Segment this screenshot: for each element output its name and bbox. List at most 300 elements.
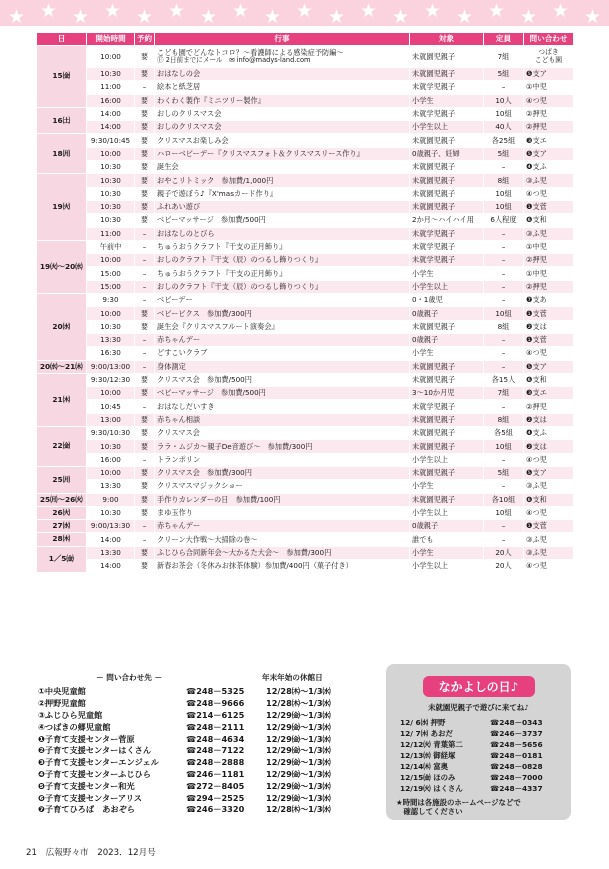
day-cell: 16㈯: [37, 107, 87, 134]
facility-holiday: 12/29㈮～1/3㈬: [266, 780, 331, 791]
event-cell: [155, 200, 410, 213]
contact-cell: ❶支菅: [524, 307, 574, 320]
capacity-cell: 8組: [484, 320, 524, 333]
time-cell: 10:30: [87, 174, 135, 187]
time-cell: 16:00: [87, 453, 135, 466]
day-cell: 25㈪: [37, 466, 87, 493]
time-cell: 13:30: [87, 480, 135, 493]
contact-cell: ❸支エ: [524, 387, 574, 400]
event-title: トランポリン: [157, 454, 201, 464]
contact-row: [38, 780, 368, 792]
contact-cell: ④つ児: [524, 94, 574, 107]
table-row: [37, 81, 574, 94]
day-cell: 25㈪～26㈫: [37, 493, 87, 506]
capacity-cell: 各10組: [484, 493, 524, 506]
reservation-cell: 要: [135, 68, 155, 81]
contact-row: [38, 745, 368, 757]
target-cell: 未就園児親子: [410, 46, 484, 68]
nakayoshi-date: 12/13㈬ 御経塚: [400, 751, 456, 760]
capacity-cell: –: [484, 240, 524, 253]
contacts-heading: － 問い合わせ先 －: [96, 673, 163, 682]
event-cell: [155, 81, 410, 94]
target-cell: 小学生: [410, 94, 484, 107]
event-title: クリスマスマジックショー: [157, 481, 243, 491]
contact-cell: ②押児: [524, 254, 574, 267]
event-cell: [155, 453, 410, 466]
time-cell: 11:00: [87, 227, 135, 240]
event-title: 新春お茶会（冬休みお抹茶体験）参加費/400円（菓子付き）: [157, 561, 353, 571]
event-cell: [155, 333, 410, 346]
target-cell: 未就園児親子: [410, 360, 484, 373]
table-row: [37, 68, 574, 81]
publication-title: 広報野々市 2023．12月号: [45, 848, 156, 858]
contact-cell: ❹支ふ: [524, 427, 574, 440]
contact-cell: ④つ児: [524, 506, 574, 519]
event-title: おはなしのとびら: [157, 228, 215, 238]
contact-cell: ②押児: [524, 280, 574, 293]
target-cell: 小学生以上: [410, 506, 484, 519]
event-title: おはなしの会: [157, 69, 201, 79]
reservation-cell: 要: [135, 147, 155, 160]
event-title: おはなしだいすき: [157, 401, 215, 411]
banner-star-icon: ★: [488, 0, 506, 22]
target-cell: 未就園児親子: [410, 134, 484, 147]
table-row: [37, 134, 574, 147]
table-row: [37, 480, 574, 493]
event-title: 身体測定: [157, 361, 186, 371]
reservation-cell: 要: [135, 94, 155, 107]
facility-phone: ☎246－3320: [186, 804, 245, 815]
time-cell: 16:00: [87, 94, 135, 107]
reservation-cell: –: [135, 294, 155, 307]
event-title: 親子で遊ぼう♪『X'masカード作り』: [157, 188, 278, 198]
capacity-cell: 10組: [484, 506, 524, 519]
facility-name: ③ふじひら児童館: [38, 709, 103, 720]
event-title: 誕生会: [157, 162, 179, 172]
holiday-heading: 年末年始の休館日: [262, 673, 323, 682]
table-row: [37, 174, 574, 187]
contact-cell: ❹支ふ: [524, 161, 574, 174]
contact-cell: ❺支ア: [524, 466, 574, 479]
target-cell: 3～10か月児: [410, 387, 484, 400]
reservation-cell: 要: [135, 121, 155, 134]
table-row: [37, 240, 574, 253]
event-title: ベビーデー: [157, 295, 193, 305]
event-cell: [155, 493, 410, 506]
capacity-cell: –: [484, 267, 524, 280]
banner-star-icon: ★: [456, 6, 474, 26]
banner-star-icon: ★: [136, 6, 154, 26]
capacity-cell: –: [484, 400, 524, 413]
table-row: [37, 453, 574, 466]
banner-star-icon: ★: [232, 0, 250, 22]
time-cell: 9:00/13:00: [87, 360, 135, 373]
capacity-cell: 各25組: [484, 134, 524, 147]
table-row: [37, 121, 574, 134]
facility-phone: ☎248－2888: [186, 757, 245, 768]
time-cell: 午前中: [87, 240, 135, 253]
contact-cell: ②押児: [524, 400, 574, 413]
facility-phone: ☎272－8405: [186, 780, 245, 791]
col-start-time: 開始時間: [87, 33, 135, 46]
reservation-cell: –: [135, 360, 155, 373]
contact-row: [38, 804, 368, 816]
nakayoshi-date: 12/ 6㈬ 押野: [400, 718, 446, 727]
table-row: [37, 373, 574, 386]
time-cell: 10:45: [87, 400, 135, 413]
event-cell: [155, 360, 410, 373]
contact-cell: ❻支和: [524, 493, 574, 506]
facility-holiday: 12/29㈮～1/3㈬: [266, 733, 331, 744]
event-title: ベビービクス 参加費/300円: [157, 308, 252, 318]
table-row: [37, 200, 574, 213]
table-row: [37, 360, 574, 373]
event-title: 赤ちゃんデー: [157, 335, 201, 345]
event-title: クリスマス会: [157, 428, 200, 438]
time-cell: 10:30: [87, 68, 135, 81]
capacity-cell: 10組: [484, 187, 524, 200]
reservation-cell: 要: [135, 493, 155, 506]
nakayoshi-date: 12/19㈫ はくさん: [400, 784, 463, 793]
capacity-cell: 10組: [484, 200, 524, 213]
facility-holiday: 12/28㈭～1/3㈬: [266, 804, 331, 815]
facility-name: ❻子育て支援センターアリス: [38, 792, 142, 803]
target-cell: 未就園児親子: [410, 427, 484, 440]
banner-star-icon: ★: [168, 0, 186, 22]
page-number: 21: [26, 848, 37, 858]
target-cell: 未就学児親子: [410, 400, 484, 413]
table-row: [37, 307, 574, 320]
capacity-cell: –: [484, 254, 524, 267]
reservation-cell: –: [135, 267, 155, 280]
target-cell: 未就学児親子: [410, 81, 484, 94]
nakayoshi-item: [386, 772, 571, 783]
time-cell: 10:00: [87, 387, 135, 400]
contact-cell: ❺支ア: [524, 68, 574, 81]
nakayoshi-phone: ☎248－4337: [490, 784, 543, 793]
event-cell: [155, 387, 410, 400]
event-cell: [155, 466, 410, 479]
time-cell: 10:30: [87, 214, 135, 227]
event-title: おしのクリスマス会: [157, 122, 222, 132]
target-cell: 誰でも: [410, 533, 484, 546]
contact-cell: ❶支菅: [524, 200, 574, 213]
event-cell: [155, 413, 410, 426]
reservation-cell: 要: [135, 466, 155, 479]
day-cell: 21㈭: [37, 373, 87, 426]
capacity-cell: –: [484, 280, 524, 293]
target-cell: 小学生以上: [410, 280, 484, 293]
capacity-cell: 10組: [484, 440, 524, 453]
target-cell: 未就園児親子: [410, 174, 484, 187]
capacity-cell: 10人: [484, 94, 524, 107]
reservation-cell: 要: [135, 134, 155, 147]
reservation-cell: 要: [135, 373, 155, 386]
time-cell: 14:00: [87, 107, 135, 120]
banner-star-icon: ★: [584, 6, 602, 26]
capacity-cell: –: [484, 480, 524, 493]
day-cell: 1／5㈮: [37, 546, 87, 573]
contact-cell: ③ふ児: [524, 533, 574, 546]
event-cell: [155, 559, 410, 572]
event-cell: [155, 68, 410, 81]
capacity-cell: –: [484, 161, 524, 174]
reservation-cell: 要: [135, 46, 155, 68]
reservation-cell: 要: [135, 107, 155, 120]
facility-phone: ☎248－9666: [186, 698, 245, 709]
time-cell: 10:30: [87, 506, 135, 519]
event-cell: [155, 440, 410, 453]
event-cell: [155, 214, 410, 227]
table-row: [37, 187, 574, 200]
capacity-cell: 6人程度: [484, 214, 524, 227]
contact-cell: ③ふ児: [524, 480, 574, 493]
table-row: [37, 267, 574, 280]
time-cell: 15:00: [87, 280, 135, 293]
table-row: [37, 280, 574, 293]
target-cell: 小学生以上: [410, 559, 484, 572]
contact-cell: ①中児: [524, 267, 574, 280]
contact-cell: ❺支ア: [524, 360, 574, 373]
day-cell: 28㈭: [37, 533, 87, 546]
contact-cell: ①中児: [524, 240, 574, 253]
table-row: [37, 559, 574, 572]
facility-holiday: 12/28㈭～1/3㈬: [266, 686, 331, 697]
event-title: クリスマスお楽しみ会: [157, 135, 229, 145]
reservation-cell: –: [135, 227, 155, 240]
table-row: [37, 427, 574, 440]
banner-star-icon: ★: [200, 6, 218, 26]
facility-holiday: 12/29㈮～1/3㈬: [266, 768, 331, 779]
target-cell: 小学生以上: [410, 121, 484, 134]
event-cell: [155, 94, 410, 107]
nakayoshi-date: 12/14㈭ 富奥: [400, 762, 449, 771]
day-cell: 18㈪: [37, 134, 87, 174]
event-title: おしのクリスマス会: [157, 109, 222, 119]
capacity-cell: 5組: [484, 68, 524, 81]
event-title: ララ・ムジカ～親子De音遊び～ 参加費/300円: [157, 441, 313, 451]
reservation-cell: 要: [135, 187, 155, 200]
event-title: おやこリトミック 参加費/1,000円: [157, 175, 274, 185]
target-cell: 未就学児親子: [410, 107, 484, 120]
table-row: [37, 254, 574, 267]
facility-name: ④つばきの郷児童館: [38, 721, 111, 732]
contact-cell: ④つ児: [524, 347, 574, 360]
target-cell: 未就園児親子: [410, 161, 484, 174]
nakayoshi-note: ★時間は各施設のホームページなどで 確認してください: [396, 798, 521, 816]
event-cell: [155, 506, 410, 519]
contact-cell: ❶支菅: [524, 520, 574, 533]
event-title: ふじひら合同新年会～大かるた大会～ 参加費/300円: [157, 547, 332, 557]
contact-cell: ❸支エ: [524, 134, 574, 147]
time-cell: 14:00: [87, 121, 135, 134]
table-row: [37, 546, 574, 559]
time-cell: 11:00: [87, 81, 135, 94]
target-cell: 0歳親子、妊婦: [410, 147, 484, 160]
event-schedule-table: [36, 32, 574, 573]
nakayoshi-date: 12/15㈮ ほのみ: [400, 773, 456, 782]
capacity-cell: 5組: [484, 466, 524, 479]
table-row: [37, 161, 574, 174]
nakayoshi-item: [386, 717, 571, 728]
table-row: [37, 413, 574, 426]
target-cell: 未就学児親子: [410, 240, 484, 253]
banner-star-icon: ★: [40, 0, 58, 22]
target-cell: 小学生: [410, 480, 484, 493]
col-capacity: 定員: [484, 33, 524, 46]
time-cell: 10:00: [87, 147, 135, 160]
reservation-cell: –: [135, 254, 155, 267]
event-title: 赤ちゃんデー: [157, 521, 201, 531]
time-cell: 13:30: [87, 546, 135, 559]
contact-cell: ❻支和: [524, 373, 574, 386]
event-cell: [155, 280, 410, 293]
event-cell: [155, 294, 410, 307]
time-cell: 10:00: [87, 307, 135, 320]
event-title: ベビーマッサージ 参加費/500円: [157, 215, 266, 225]
capacity-cell: 各5組: [484, 427, 524, 440]
target-cell: 小学生: [410, 546, 484, 559]
target-cell: 未就園児親子: [410, 68, 484, 81]
table-row: [37, 440, 574, 453]
facility-name: ❸子育て支援センターエンジェル: [38, 757, 159, 768]
event-cell: [155, 533, 410, 546]
contact-row: [38, 733, 368, 745]
reservation-cell: 要: [135, 506, 155, 519]
facility-holiday: 12/29㈮～1/3㈬: [266, 757, 331, 768]
day-cell: 20㈬～21㈭: [37, 360, 87, 373]
time-cell: 9:30/10:45: [87, 134, 135, 147]
reservation-cell: 要: [135, 200, 155, 213]
event-title: 誕生会『クリスマスフルート演奏会』: [157, 321, 279, 331]
event-title: クリスマス会 参加費/300円: [157, 468, 252, 478]
facility-holiday: 12/29㈮～1/3㈬: [266, 721, 331, 732]
capacity-cell: 8組: [484, 174, 524, 187]
contact-list: [38, 686, 368, 816]
banner-star-icon: ★: [424, 0, 442, 22]
nakayoshi-box: [386, 664, 571, 820]
facility-name: ①中央児童館: [38, 686, 86, 697]
event-cell: [155, 161, 410, 174]
target-cell: 0歳親子: [410, 520, 484, 533]
nakayoshi-date: 12/12㈫ 青葉第二: [400, 740, 463, 749]
target-cell: 未就園児親子: [410, 493, 484, 506]
time-cell: 10:30: [87, 187, 135, 200]
facility-phone: ☎294－2525: [186, 792, 245, 803]
table-row: [37, 147, 574, 160]
banner-star-icon: ★: [552, 0, 570, 22]
event-title: こども園でどんなトコロ？～看護師による感染症予防編～: [157, 47, 344, 57]
facility-phone: ☎248－4634: [186, 733, 245, 744]
nakayoshi-item: [386, 739, 571, 750]
contact-cell: ④つ児: [524, 559, 574, 572]
table-row: [37, 493, 574, 506]
target-cell: 0歳親子: [410, 307, 484, 320]
capacity-cell: –: [484, 533, 524, 546]
contact-row: [38, 721, 368, 733]
banner-star-icon: ★: [392, 6, 410, 26]
event-cell: [155, 227, 410, 240]
target-cell: 未就学児親子: [410, 254, 484, 267]
contact-cell: ④つ児: [524, 187, 574, 200]
reservation-cell: –: [135, 280, 155, 293]
facility-phone: ☎248－2111: [186, 721, 245, 732]
table-row: [37, 387, 574, 400]
facility-phone: ☎246－1181: [186, 768, 245, 779]
reservation-cell: 要: [135, 440, 155, 453]
event-cell: [155, 134, 410, 147]
event-cell: [155, 240, 410, 253]
capacity-cell: 20人: [484, 546, 524, 559]
facility-phone: ☎248－7122: [186, 745, 245, 756]
event-title: どすこいクラブ: [157, 348, 208, 358]
capacity-cell: –: [484, 520, 524, 533]
nakayoshi-subtitle: 未就園児親子で遊びに来てね♪: [428, 703, 529, 712]
table-row: [37, 46, 574, 68]
table-row: [37, 533, 574, 546]
nakayoshi-list: [386, 717, 571, 794]
time-cell: 15:00: [87, 267, 135, 280]
reservation-cell: 要: [135, 427, 155, 440]
contact-cell: ①中児: [524, 81, 574, 94]
banner-star-icon: ★: [104, 0, 122, 22]
nakayoshi-phone: ☎248－0343: [490, 718, 543, 727]
time-cell: 9:00/13:30: [87, 520, 135, 533]
day-cell: 15㈮: [37, 46, 87, 108]
capacity-cell: 10組: [484, 307, 524, 320]
capacity-cell: 8組: [484, 413, 524, 426]
facility-holiday: 12/28㈭～1/3㈬: [266, 698, 331, 709]
target-cell: 未就園児親子: [410, 466, 484, 479]
event-cell: [155, 520, 410, 533]
event-title: ハローベビーデー『クリスマスフォト＆クリスマスリース作り』: [157, 148, 364, 158]
table-row: [37, 400, 574, 413]
col-reservation: 予約: [135, 33, 155, 46]
table-row: [37, 347, 574, 360]
capacity-cell: 7組: [484, 46, 524, 68]
banner-star-icon: ★: [72, 6, 90, 26]
contact-cell: ③ふ児: [524, 174, 574, 187]
event-cell: [155, 427, 410, 440]
contact-cell: ③ふ児: [524, 227, 574, 240]
reservation-cell: 要: [135, 413, 155, 426]
day-cell: 27㈬: [37, 520, 87, 533]
nakayoshi-phone: ☎248－0828: [490, 762, 543, 771]
event-cell: [155, 400, 410, 413]
facility-phone: ☎214－6125: [186, 709, 245, 720]
reservation-cell: 要: [135, 387, 155, 400]
capacity-cell: –: [484, 227, 524, 240]
table-row: [37, 466, 574, 479]
time-cell: 16:30: [87, 347, 135, 360]
contact-cell: ❻支和: [524, 214, 574, 227]
facility-holiday: 12/29㈮～1/3㈬: [266, 709, 331, 720]
event-title: 手作りカレンダーの日 参加費/100円: [157, 494, 281, 504]
event-title: ちゅうおうクラフト『干支の正月飾り』: [157, 268, 287, 278]
banner-star-icon: ★: [264, 6, 282, 26]
capacity-cell: 5組: [484, 147, 524, 160]
reservation-cell: 要: [135, 320, 155, 333]
capacity-cell: –: [484, 333, 524, 346]
capacity-cell: –: [484, 347, 524, 360]
event-cell: [155, 267, 410, 280]
event-title: わくわく製作『ミニツリー製作』: [157, 95, 265, 105]
col-target: 対象: [410, 33, 484, 46]
facility-name: ❺子育て支援センター和光: [38, 780, 135, 791]
reservation-cell: 要: [135, 307, 155, 320]
capacity-cell: –: [484, 453, 524, 466]
time-cell: 9:30/10:30: [87, 427, 135, 440]
